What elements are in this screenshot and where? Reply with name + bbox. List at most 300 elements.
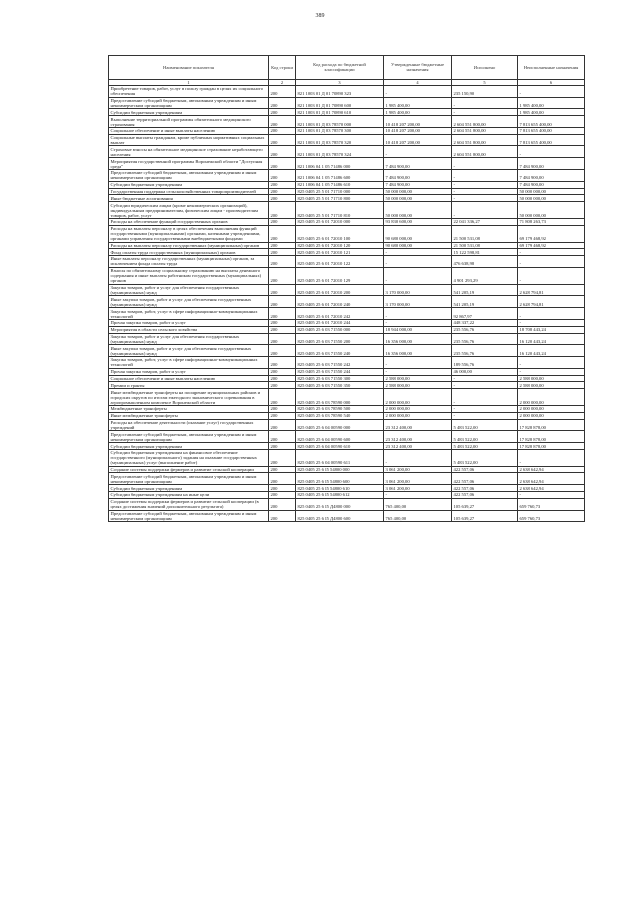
row-line-code: 200 bbox=[269, 485, 296, 492]
row-executed: 235 556,76 bbox=[452, 333, 518, 345]
row-budget-code: 825 0405 25 6 03 71550 000 bbox=[296, 326, 384, 333]
row-name: Создание системы поддержки фермеров и развитие сельской кооперации (в целях достижения значений дополнительного результата) bbox=[109, 498, 269, 510]
row-line-code: 200 bbox=[269, 249, 296, 256]
row-approved: 2 588 000,00 bbox=[384, 375, 452, 382]
row-name: Выполнение территориальной программы обязательного медицинского страхования bbox=[109, 116, 269, 128]
row-budget-code: 825 0405 25 6 01 72010 240 bbox=[296, 296, 384, 308]
row-name: Взносы по обязательному социальному страхованию на выплаты денежного содержания и иные выплаты работникам государственных (муниципальных) органов bbox=[109, 267, 269, 284]
row-line-code: 200 bbox=[269, 492, 296, 499]
row-executed: 22 041 336,27 bbox=[452, 218, 518, 225]
row-name: Страховые взносы на обязательное медицинское страхование неработающего населения bbox=[109, 146, 269, 158]
page-number: 389 bbox=[315, 13, 325, 19]
row-unexecuted: 69 179 468,92 bbox=[518, 225, 585, 242]
row-unexecuted: 2 000 000,00 bbox=[518, 412, 585, 419]
row-unexecuted: - bbox=[518, 368, 585, 375]
row-line-code: 200 bbox=[269, 284, 296, 296]
row-name: Предоставление субсидий бюджетным, автономным учреждениям и иным некоммерческим организациям bbox=[109, 97, 269, 109]
row-budget-code: 825 0405 25 6 03 71550 240 bbox=[296, 345, 384, 357]
row-executed: - bbox=[452, 406, 518, 413]
row-approved: 23 312 400,00 bbox=[384, 443, 452, 450]
row-executed: 4 901 293,29 bbox=[452, 267, 518, 284]
row-budget-code: 821 1003 01 Д 03 78570 324 bbox=[296, 146, 384, 158]
table-row bbox=[109, 170, 585, 182]
table-row bbox=[109, 249, 585, 256]
row-unexecuted: 7 813 655 400,00 bbox=[518, 116, 585, 128]
row-line-code: 200 bbox=[269, 510, 296, 522]
row-approved: 2 000 000,00 bbox=[384, 406, 452, 413]
row-name: Приобретение товаров, работ, услуг в пользу граждан в целях их социального обеспечения bbox=[109, 85, 269, 97]
row-name: Межбюджетные трансферты bbox=[109, 406, 269, 413]
row-unexecuted: 2 628 794,81 bbox=[518, 296, 585, 308]
table-row bbox=[109, 116, 585, 128]
row-name: Расходы на обеспечение деятельности (оказание услуг) государственных учреждений bbox=[109, 419, 269, 431]
row-executed: 105 639,27 bbox=[452, 498, 518, 510]
header-executed: Исполнено bbox=[452, 56, 518, 80]
row-line-code: 200 bbox=[269, 308, 296, 320]
row-line-code: 200 bbox=[269, 188, 296, 195]
table-row bbox=[109, 134, 585, 146]
row-executed: 235 150,90 bbox=[452, 85, 518, 97]
row-unexecuted: 2 628 794,81 bbox=[518, 284, 585, 296]
row-budget-code: 825 0405 25 6 03 71550 242 bbox=[296, 357, 384, 369]
row-approved: - bbox=[384, 449, 452, 466]
row-approved: 10 418 207 200,00 bbox=[384, 134, 452, 146]
row-unexecuted: 50 000 000,00 bbox=[518, 188, 585, 195]
row-budget-code: 825 0405 25 6 01 72010 200 bbox=[296, 284, 384, 296]
row-approved: 1 985 400,00 bbox=[384, 97, 452, 109]
row-budget-code: 825 0405 25 6 04 00590 600 bbox=[296, 431, 384, 443]
row-name: Фонд оплаты труда государственных (муниципальных) органов bbox=[109, 249, 269, 256]
row-approved: - bbox=[384, 368, 452, 375]
row-unexecuted: - bbox=[518, 267, 585, 284]
table-row bbox=[109, 188, 585, 195]
row-line-code: 200 bbox=[269, 473, 296, 485]
header-unexecuted: Неисполненные назначения bbox=[518, 56, 585, 80]
row-budget-code: 821 1006 04 1 05 71486 000 bbox=[296, 158, 384, 170]
row-name: Социальное обеспечение и иные выплаты населению bbox=[109, 127, 269, 134]
row-line-code: 200 bbox=[269, 412, 296, 419]
row-approved: 3 170 000,00 bbox=[384, 296, 452, 308]
row-name: Иные выплаты персоналу государственных (муниципальных) органов, за исключением фонда оплаты труда bbox=[109, 256, 269, 268]
row-name: Прочая закупка товаров, работ и услуг bbox=[109, 368, 269, 375]
row-budget-code: 821 1003 01 Д 03 78570 320 bbox=[296, 134, 384, 146]
table-row bbox=[109, 158, 585, 170]
row-executed: 5 483 522,00 bbox=[452, 431, 518, 443]
row-name: Иные закупки товаров, работ и услуг для обеспечения государственных (муниципальных) нужд bbox=[109, 345, 269, 357]
row-executed: - bbox=[452, 97, 518, 109]
column-number: 2 bbox=[269, 79, 296, 85]
row-executed: - bbox=[452, 375, 518, 382]
row-name: Субсидии бюджетным учреждениям на иные цели bbox=[109, 492, 269, 499]
row-budget-code: 825 0405 25 6 I5 Д4800 000 bbox=[296, 498, 384, 510]
row-budget-code: 825 0405 25 6 04 00590 611 bbox=[296, 449, 384, 466]
table-row bbox=[109, 375, 585, 382]
row-approved: - bbox=[384, 267, 452, 284]
row-budget-code: 825 0405 25 6 03 71550 350 bbox=[296, 382, 384, 389]
row-line-code: 200 bbox=[269, 85, 296, 97]
row-unexecuted: 16 120 443,24 bbox=[518, 333, 585, 345]
row-name: Расходы на обеспечение функций государственных органов bbox=[109, 218, 269, 225]
table-row bbox=[109, 218, 585, 225]
table-row bbox=[109, 195, 585, 202]
row-budget-code: 821 1003 01 Д 01 70890 323 bbox=[296, 85, 384, 97]
row-executed: 21 500 531,08 bbox=[452, 225, 518, 242]
row-approved: 90 680 000,00 bbox=[384, 225, 452, 242]
row-unexecuted: 2 638 642,94 bbox=[518, 466, 585, 473]
row-unexecuted: 2 000 000,00 bbox=[518, 406, 585, 413]
row-approved: 3 061 200,00 bbox=[384, 466, 452, 473]
header-line-code: Код строки bbox=[269, 56, 296, 80]
row-line-code: 200 bbox=[269, 195, 296, 202]
row-unexecuted: 659 760,73 bbox=[518, 510, 585, 522]
row-line-code: 200 bbox=[269, 443, 296, 450]
row-executed: 476 638,98 bbox=[452, 256, 518, 268]
table-row bbox=[109, 326, 585, 333]
row-approved: 3 061 200,00 bbox=[384, 473, 452, 485]
row-unexecuted: 7 484 900,00 bbox=[518, 158, 585, 170]
table-row bbox=[109, 431, 585, 443]
row-executed: 541 205,19 bbox=[452, 296, 518, 308]
table-row bbox=[109, 498, 585, 510]
row-executed: 21 500 531,08 bbox=[452, 242, 518, 249]
row-budget-code: 825 0405 25 6 03 71550 300 bbox=[296, 375, 384, 382]
row-unexecuted: - bbox=[518, 449, 585, 466]
row-executed: 5 483 522,00 bbox=[452, 449, 518, 466]
row-approved: 16 356 000,00 bbox=[384, 333, 452, 345]
row-line-code: 200 bbox=[269, 134, 296, 146]
row-approved: 50 000 000,00 bbox=[384, 202, 452, 219]
row-name: Расходы на выплаты персоналу государственных (муниципальных) органов bbox=[109, 242, 269, 249]
row-budget-code: 825 0405 25 6 I5 54800 000 bbox=[296, 466, 384, 473]
row-executed: - bbox=[452, 202, 518, 219]
table-row bbox=[109, 485, 585, 492]
row-executed: 235 556,76 bbox=[452, 345, 518, 357]
row-approved: 10 418 207 200,00 bbox=[384, 116, 452, 128]
row-budget-code: 825 0405 25 6 I5 Д4800 600 bbox=[296, 510, 384, 522]
row-line-code: 200 bbox=[269, 419, 296, 431]
table-row bbox=[109, 181, 585, 188]
row-approved: - bbox=[384, 146, 452, 158]
row-name: Государственная поддержка сельскохозяйственных товаропроизводителей bbox=[109, 188, 269, 195]
expenditure-table bbox=[108, 55, 585, 522]
row-name: Закупка товаров, работ и услуг для обеспечения государственных (муниципальных) нужд bbox=[109, 284, 269, 296]
row-executed: 422 557,06 bbox=[452, 473, 518, 485]
row-executed: - bbox=[452, 188, 518, 195]
row-name: Закупка товаров, работ, услуг в сфере информационно-коммуникационных технологий bbox=[109, 357, 269, 369]
row-executed: 5 483 522,00 bbox=[452, 443, 518, 450]
header-budget-code: Код расхода по бюджетной классификации bbox=[296, 56, 384, 80]
row-executed: - bbox=[452, 382, 518, 389]
row-name: Субсидии бюджетным учреждениям bbox=[109, 109, 269, 116]
row-approved: 2 000 000,00 bbox=[384, 412, 452, 419]
row-executed: 422 557,06 bbox=[452, 492, 518, 499]
row-line-code: 200 bbox=[269, 319, 296, 326]
row-line-code: 200 bbox=[269, 225, 296, 242]
row-name: Предоставление субсидий бюджетным, автономным учреждениям и иным некоммерческим организациям bbox=[109, 510, 269, 522]
row-line-code: 200 bbox=[269, 158, 296, 170]
row-budget-code: 825 0405 25 6 03 78590 500 bbox=[296, 406, 384, 413]
row-line-code: 200 bbox=[269, 466, 296, 473]
row-budget-code: 825 0405 25 6 01 72010 121 bbox=[296, 249, 384, 256]
row-budget-code: 825 0405 25 6 01 72010 122 bbox=[296, 256, 384, 268]
row-unexecuted: 50 000 000,00 bbox=[518, 195, 585, 202]
row-name: Предоставление субсидий бюджетным, автономным учреждениям и иным некоммерческим организациям bbox=[109, 431, 269, 443]
row-name: Субсидии бюджетным учреждениям bbox=[109, 443, 269, 450]
row-executed: - bbox=[452, 109, 518, 116]
row-budget-code: 825 0405 25 6 03 78590 000 bbox=[296, 389, 384, 406]
row-budget-code: 821 1006 04 1 05 71486 600 bbox=[296, 170, 384, 182]
row-budget-code: 821 1003 01 Д 01 70890 610 bbox=[296, 109, 384, 116]
row-unexecuted: 2 638 642,94 bbox=[518, 473, 585, 485]
row-executed: 235 556,76 bbox=[452, 326, 518, 333]
row-executed: - bbox=[452, 389, 518, 406]
row-executed: 2 604 551 800,00 bbox=[452, 146, 518, 158]
row-unexecuted: 16 120 443,24 bbox=[518, 345, 585, 357]
row-unexecuted: 7 484 900,00 bbox=[518, 181, 585, 188]
row-budget-code: 825 0405 25 6 01 72010 129 bbox=[296, 267, 384, 284]
row-budget-code: 825 0405 25 6 01 72010 120 bbox=[296, 242, 384, 249]
row-line-code: 200 bbox=[269, 109, 296, 116]
table-row bbox=[109, 389, 585, 406]
row-name: Предоставление субсидий бюджетным, автономным учреждениям и иным некоммерческим организациям bbox=[109, 170, 269, 182]
row-line-code: 200 bbox=[269, 181, 296, 188]
row-executed: - bbox=[452, 412, 518, 419]
row-budget-code: 825 0405 25 6 I5 54800 610 bbox=[296, 485, 384, 492]
table-row bbox=[109, 242, 585, 249]
row-budget-code: 825 0405 25 6 01 72010 100 bbox=[296, 225, 384, 242]
row-budget-code: 825 0405 25 6 01 72010 244 bbox=[296, 319, 384, 326]
row-executed: 105 639,27 bbox=[452, 510, 518, 522]
row-executed: 46 000,00 bbox=[452, 368, 518, 375]
row-line-code: 200 bbox=[269, 97, 296, 109]
column-number: 5 bbox=[452, 79, 518, 85]
row-name: Субсидии бюджетным учреждениям bbox=[109, 485, 269, 492]
table-row bbox=[109, 85, 585, 97]
row-name: Иные бюджетные ассигнования bbox=[109, 195, 269, 202]
row-approved: 90 680 000,00 bbox=[384, 242, 452, 249]
row-line-code: 200 bbox=[269, 218, 296, 225]
table-row bbox=[109, 146, 585, 158]
table-row bbox=[109, 466, 585, 473]
row-approved: 3 170 000,00 bbox=[384, 284, 452, 296]
row-line-code: 200 bbox=[269, 375, 296, 382]
row-unexecuted: 7 813 655 400,00 bbox=[518, 127, 585, 134]
table-row bbox=[109, 225, 585, 242]
row-unexecuted: 2 588 000,00 bbox=[518, 382, 585, 389]
row-line-code: 200 bbox=[269, 116, 296, 128]
row-name: Социальные выплаты гражданам, кроме публичных нормативных социальных выплат bbox=[109, 134, 269, 146]
row-name: Прочая закупка товаров, работ и услуг bbox=[109, 319, 269, 326]
table-row bbox=[109, 419, 585, 431]
row-unexecuted: - bbox=[518, 256, 585, 268]
row-name: Расходы на выплаты персоналу в целях обеспечения выполнения функций государственными (муниципальными) органами, казенными учреждениями, органами управления государственными внебюджетными фондами bbox=[109, 225, 269, 242]
row-unexecuted: 71 808 263,73 bbox=[518, 218, 585, 225]
row-name: Закупка товаров, работ и услуг для обеспечения государственных (муниципальных) нужд bbox=[109, 333, 269, 345]
row-unexecuted: 17 828 878,00 bbox=[518, 419, 585, 431]
row-budget-code: 825 0405 25 5 01 71710 810 bbox=[296, 202, 384, 219]
row-name: Предоставление субсидий бюджетным, автономным учреждениям и иным некоммерческим организациям bbox=[109, 473, 269, 485]
row-executed: 2 604 551 800,00 bbox=[452, 116, 518, 128]
row-name: Субсидии юридическим лицам (кроме некоммерческих организаций), индивидуальным предпринимателям, физическим лицам - производителям товаров, работ, услуг bbox=[109, 202, 269, 219]
row-approved: 50 000 000,00 bbox=[384, 188, 452, 195]
column-number: 4 bbox=[384, 79, 452, 85]
row-unexecuted: 659 760,73 bbox=[518, 498, 585, 510]
row-approved: - bbox=[384, 357, 452, 369]
table-row bbox=[109, 382, 585, 389]
row-unexecuted: 7 813 655 400,00 bbox=[518, 134, 585, 146]
row-unexecuted: 17 828 878,00 bbox=[518, 431, 585, 443]
row-executed: - bbox=[452, 195, 518, 202]
row-line-code: 200 bbox=[269, 170, 296, 182]
row-name: Мероприятия в области сельского хозяйства bbox=[109, 326, 269, 333]
row-line-code: 200 bbox=[269, 498, 296, 510]
row-approved: 7 484 900,00 bbox=[384, 181, 452, 188]
row-unexecuted: 7 484 900,00 bbox=[518, 170, 585, 182]
table-row bbox=[109, 319, 585, 326]
row-name: Иные межбюджетные трансферты bbox=[109, 412, 269, 419]
row-approved: - bbox=[384, 249, 452, 256]
row-line-code: 200 bbox=[269, 406, 296, 413]
row-approved: 7 484 900,00 bbox=[384, 170, 452, 182]
row-budget-code: 825 0405 25 6 01 72010 000 bbox=[296, 218, 384, 225]
table-row bbox=[109, 406, 585, 413]
table-row bbox=[109, 127, 585, 134]
table-row bbox=[109, 492, 585, 499]
row-executed: 5 483 522,00 bbox=[452, 419, 518, 431]
row-executed: 422 557,06 bbox=[452, 485, 518, 492]
table-row bbox=[109, 202, 585, 219]
row-approved: 93 830 600,00 bbox=[384, 218, 452, 225]
row-approved: 1 985 400,00 bbox=[384, 109, 452, 116]
row-budget-code: 821 1003 01 Д 03 78570 300 bbox=[296, 127, 384, 134]
row-name: Иные межбюджетные трансферты на поощрение муниципальных районов и городских округов по итогам ежегодного экономического соревнования в агропромышленном комплексе Воронежской области bbox=[109, 389, 269, 406]
row-unexecuted: 2 638 642,94 bbox=[518, 485, 585, 492]
table-row bbox=[109, 97, 585, 109]
column-number: 1 bbox=[109, 79, 269, 85]
row-line-code: 200 bbox=[269, 431, 296, 443]
row-budget-code: 825 0405 25 5 01 71710 000 bbox=[296, 188, 384, 195]
row-line-code: 200 bbox=[269, 326, 296, 333]
row-approved: 7 484 900,00 bbox=[384, 158, 452, 170]
row-unexecuted: 69 179 468,92 bbox=[518, 242, 585, 249]
row-approved: 3 061 200,00 bbox=[384, 485, 452, 492]
row-name: Создание системы поддержки фермеров и развитие сельской кооперации bbox=[109, 466, 269, 473]
row-unexecuted: - bbox=[518, 146, 585, 158]
row-name: Субсидии бюджетным учреждениям bbox=[109, 181, 269, 188]
row-budget-code: 825 0405 25 6 04 00590 000 bbox=[296, 419, 384, 431]
row-line-code: 200 bbox=[269, 368, 296, 375]
table-row bbox=[109, 473, 585, 485]
row-line-code: 200 bbox=[269, 202, 296, 219]
table-row bbox=[109, 345, 585, 357]
row-name: Социальное обеспечение и иные выплаты населению bbox=[109, 375, 269, 382]
row-budget-code: 825 0405 25 6 01 72010 242 bbox=[296, 308, 384, 320]
row-unexecuted: 1 985 400,00 bbox=[518, 109, 585, 116]
row-approved: - bbox=[384, 319, 452, 326]
row-approved: - bbox=[384, 308, 452, 320]
table-row bbox=[109, 267, 585, 284]
row-approved: - bbox=[384, 492, 452, 499]
table-row bbox=[109, 109, 585, 116]
row-line-code: 200 bbox=[269, 333, 296, 345]
column-number: 6 bbox=[518, 79, 585, 85]
row-approved: 16 356 000,00 bbox=[384, 345, 452, 357]
row-unexecuted: - bbox=[518, 357, 585, 369]
row-name: Субсидии бюджетным учреждениям на финансовое обеспечение государственного (муниципального) задания на оказание государственных (муниципальных) услуг (выполнение работ) bbox=[109, 449, 269, 466]
row-approved: - bbox=[384, 256, 452, 268]
row-executed: - bbox=[452, 181, 518, 188]
row-line-code: 200 bbox=[269, 256, 296, 268]
header-name: Наименование показателя bbox=[109, 56, 269, 80]
row-line-code: 200 bbox=[269, 357, 296, 369]
row-budget-code: 825 0405 25 6 03 71550 244 bbox=[296, 368, 384, 375]
row-approved: 765 400,00 bbox=[384, 498, 452, 510]
row-approved: 18 944 000,00 bbox=[384, 326, 452, 333]
row-approved: 2 588 000,00 bbox=[384, 382, 452, 389]
table-row bbox=[109, 449, 585, 466]
row-budget-code: 825 0405 25 6 03 71550 200 bbox=[296, 333, 384, 345]
row-line-code: 200 bbox=[269, 146, 296, 158]
header-approved: Утвержденные бюджетные назначения bbox=[384, 56, 452, 80]
table-row bbox=[109, 510, 585, 522]
table-row bbox=[109, 443, 585, 450]
row-budget-code: 825 0405 25 6 04 00590 610 bbox=[296, 443, 384, 450]
row-approved: 50 000 000,00 bbox=[384, 195, 452, 202]
row-budget-code: 821 1006 04 1 05 71486 610 bbox=[296, 181, 384, 188]
table-row bbox=[109, 357, 585, 369]
row-approved: 765 400,00 bbox=[384, 510, 452, 522]
table-row bbox=[109, 368, 585, 375]
row-executed: 2 604 551 800,00 bbox=[452, 134, 518, 146]
row-unexecuted: - bbox=[518, 319, 585, 326]
row-unexecuted: - bbox=[518, 492, 585, 499]
row-unexecuted: 2 000 000,00 bbox=[518, 389, 585, 406]
table-row bbox=[109, 412, 585, 419]
row-name: Мероприятия государственной программы Воронежской области "Доступная среда" bbox=[109, 158, 269, 170]
row-executed: 448 337,22 bbox=[452, 319, 518, 326]
row-unexecuted: - bbox=[518, 308, 585, 320]
row-unexecuted: - bbox=[518, 249, 585, 256]
row-approved: 10 418 207 200,00 bbox=[384, 127, 452, 134]
row-line-code: 200 bbox=[269, 296, 296, 308]
table-row bbox=[109, 333, 585, 345]
row-executed: - bbox=[452, 170, 518, 182]
row-line-code: 200 bbox=[269, 382, 296, 389]
row-approved: 23 312 400,00 bbox=[384, 419, 452, 431]
table-row bbox=[109, 284, 585, 296]
row-budget-code: 821 1003 01 Д 03 78570 000 bbox=[296, 116, 384, 128]
row-line-code: 200 bbox=[269, 389, 296, 406]
row-line-code: 200 bbox=[269, 127, 296, 134]
table-row bbox=[109, 308, 585, 320]
row-executed: 92 867,97 bbox=[452, 308, 518, 320]
row-line-code: 200 bbox=[269, 267, 296, 284]
row-unexecuted: 18 708 443,24 bbox=[518, 326, 585, 333]
row-line-code: 200 bbox=[269, 345, 296, 357]
row-approved: - bbox=[384, 85, 452, 97]
row-name: Премии и гранты bbox=[109, 382, 269, 389]
row-line-code: 200 bbox=[269, 242, 296, 249]
row-unexecuted: - bbox=[518, 85, 585, 97]
row-budget-code: 825 0405 25 6 03 78590 540 bbox=[296, 412, 384, 419]
row-unexecuted: 2 588 000,00 bbox=[518, 375, 585, 382]
table-row bbox=[109, 256, 585, 268]
table-header-row bbox=[109, 56, 585, 80]
row-approved: 2 000 000,00 bbox=[384, 389, 452, 406]
row-budget-code: 825 0405 25 5 01 71710 800 bbox=[296, 195, 384, 202]
row-executed: 2 604 551 800,00 bbox=[452, 127, 518, 134]
row-executed: 15 122 598,81 bbox=[452, 249, 518, 256]
